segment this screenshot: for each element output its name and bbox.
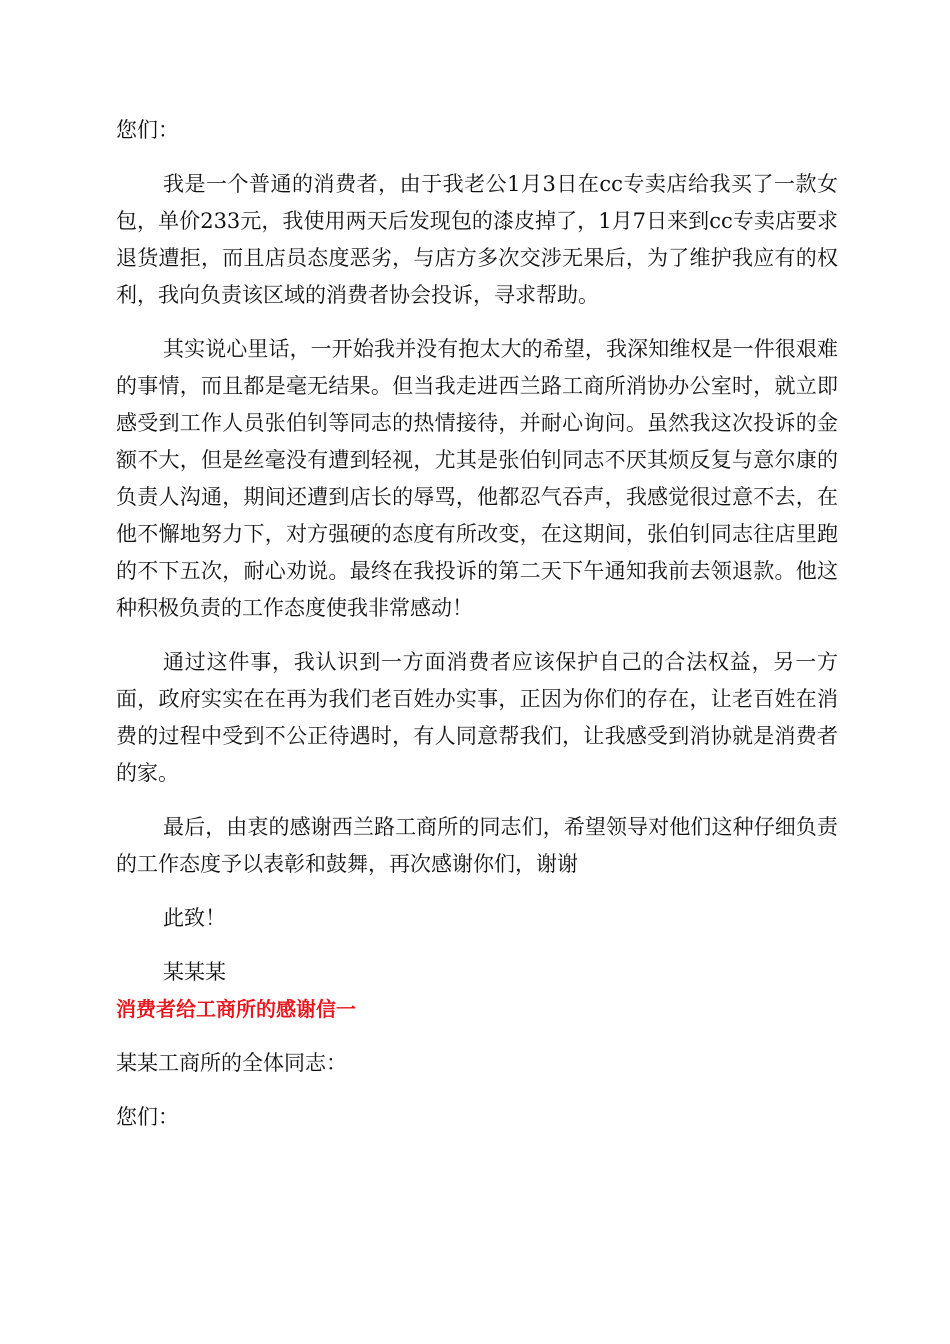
paragraph-1: 我是一个普通的消费者，由于我老公1月3日在cc专卖店给我买了一款女包，单价233元，我使用两天后发现包的漆皮掉了，1月7日来到cc专卖店要求退货遭拒，而且店员态度恶劣，与店方多次交涉无果后，为了维护我应有的权利，我向负责该区域的消费者协会投诉，寻求帮助。 bbox=[116, 172, 838, 307]
signature: 某某某 bbox=[163, 960, 226, 984]
paragraph-2: 其实说心里话，一开始我并没有抱太大的希望，我深知维权是一件很艰难的事情，而且都是毫无结果。但当我走进西兰路工商所消协办公室时，就立即感受到工作人员张伯钊等同志的热情接待，并耐心询问。虽然我这次投诉的金额不大，但是丝毫没有遭到轻视，尤其是张伯钊同志不厌其烦反复与意尔康的负责人沟通，期间还遭到店长的辱骂，他都忍气吞声，我感觉很过意不去，在他不懈地努力下，对方强硬的态度有所改变，在这期间，张伯钊同志往店里跑的不下五次，耐心劝说。最终在我投诉的第二天下午通知我前去领退款。他这种积极负责的工作态度使我非常感动！ bbox=[116, 337, 838, 620]
addressee: 某某工商所的全体同志： bbox=[116, 1051, 347, 1075]
salutation-2: 您们： bbox=[116, 1105, 179, 1129]
document-page bbox=[116, 112, 838, 1136]
paragraph-4: 最后，由衷的感谢西兰路工商所的同志们，希望领导对他们这种仔细负责的工作态度予以表彰和鼓舞，再次感谢你们，谢谢 bbox=[116, 815, 838, 876]
letter-title: 消费者给工商所的感谢信一 bbox=[116, 997, 356, 1021]
closing: 此致！ bbox=[163, 906, 226, 930]
paragraph-3: 通过这件事，我认识到一方面消费者应该保护自己的合法权益，另一方面，政府实实在在再为我们老百姓办实事，正因为你们的存在，让老百姓在消费的过程中受到不公正待遇时，有人同意帮我们，让我感受到消协就是消费者的家。 bbox=[116, 650, 838, 785]
salutation: 您们： bbox=[116, 118, 179, 142]
